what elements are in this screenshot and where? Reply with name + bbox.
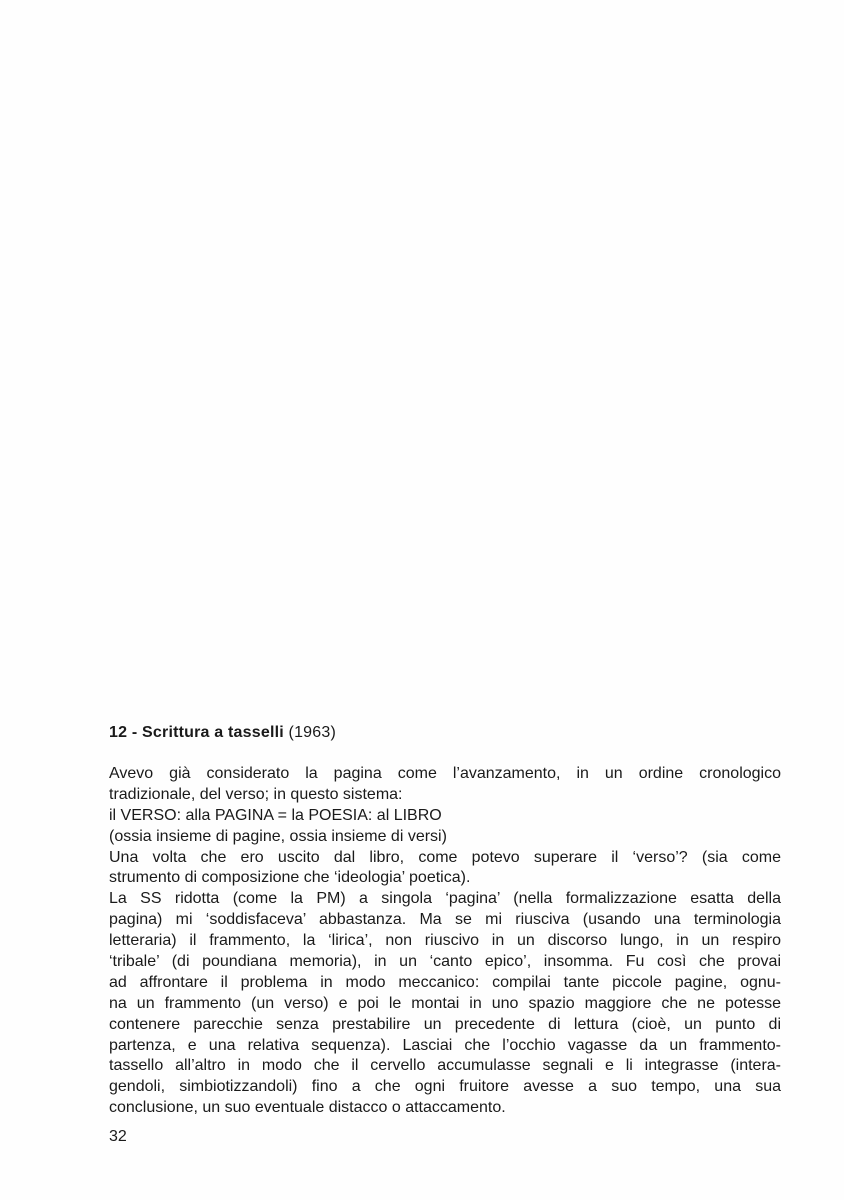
text-line: ad affrontare il problema in modo meccanico: compilai tante piccole pagine, ognu- bbox=[109, 973, 781, 991]
text-line: pagina) mi ‘soddisfaceva’ abbastanza. Ma se mi riusciva (usando una terminologia bbox=[109, 911, 781, 929]
text-line: strumento di composizione che ‘ideologia’ poetica). bbox=[109, 869, 471, 887]
body-paragraph bbox=[109, 764, 781, 1119]
text-line: Avevo già considerato la pagina come l’avanzamento, in un ordine cronologico bbox=[109, 765, 781, 782]
page-number: 32 bbox=[109, 1128, 127, 1145]
text-line: gendoli, simbiotizzandoli) fino a che ogni fruitore avesse a suo tempo, una sua bbox=[109, 1078, 781, 1096]
section-year: (1963) bbox=[288, 724, 336, 741]
text-line: il VERSO: alla PAGINA = la POESIA: al LIBRO bbox=[109, 806, 442, 824]
text-line: partenza, e una relativa sequenza). Lasciai che l’occhio vagasse da un frammento- bbox=[109, 1036, 781, 1054]
text-line: La SS ridotta (come la PM) a singola ‘pagina’ (nella formalizzazione esatta della bbox=[109, 890, 781, 908]
text-line: na un frammento (un verso) e poi le montai in uno spazio maggiore che ne potesse bbox=[109, 994, 781, 1012]
text-line: (ossia insieme di pagine, ossia insieme di versi) bbox=[109, 827, 447, 845]
text-line: tassello all’altro in modo che il cervello accumulasse segnali e li integrasse (intera- bbox=[109, 1057, 781, 1075]
text-line: tradizionale, del verso; in questo sistema: bbox=[109, 785, 403, 803]
section-number: 12 bbox=[109, 724, 128, 741]
section-separator: - bbox=[131, 724, 138, 741]
text-line: contenere parecchie senza prestabilire un precedente di lettura (cioè, un punto di bbox=[109, 1015, 781, 1033]
section-title: Scrittura a tasselli bbox=[142, 724, 284, 741]
text-line: ‘tribale’ (di poundiana memoria), in un ‘canto epico’, insomma. Fu così che provai bbox=[109, 953, 781, 971]
text-line: conclusione, un suo eventuale distacco o attaccamento. bbox=[109, 1099, 506, 1117]
text-line: letteraria) il frammento, la ‘lirica’, non riuscivo in un discorso lungo, in un respiro bbox=[109, 932, 781, 950]
section-heading bbox=[109, 722, 336, 744]
text-line: Una volta che ero uscito dal libro, come potevo superare il ‘verso’? (sia come bbox=[109, 848, 781, 866]
